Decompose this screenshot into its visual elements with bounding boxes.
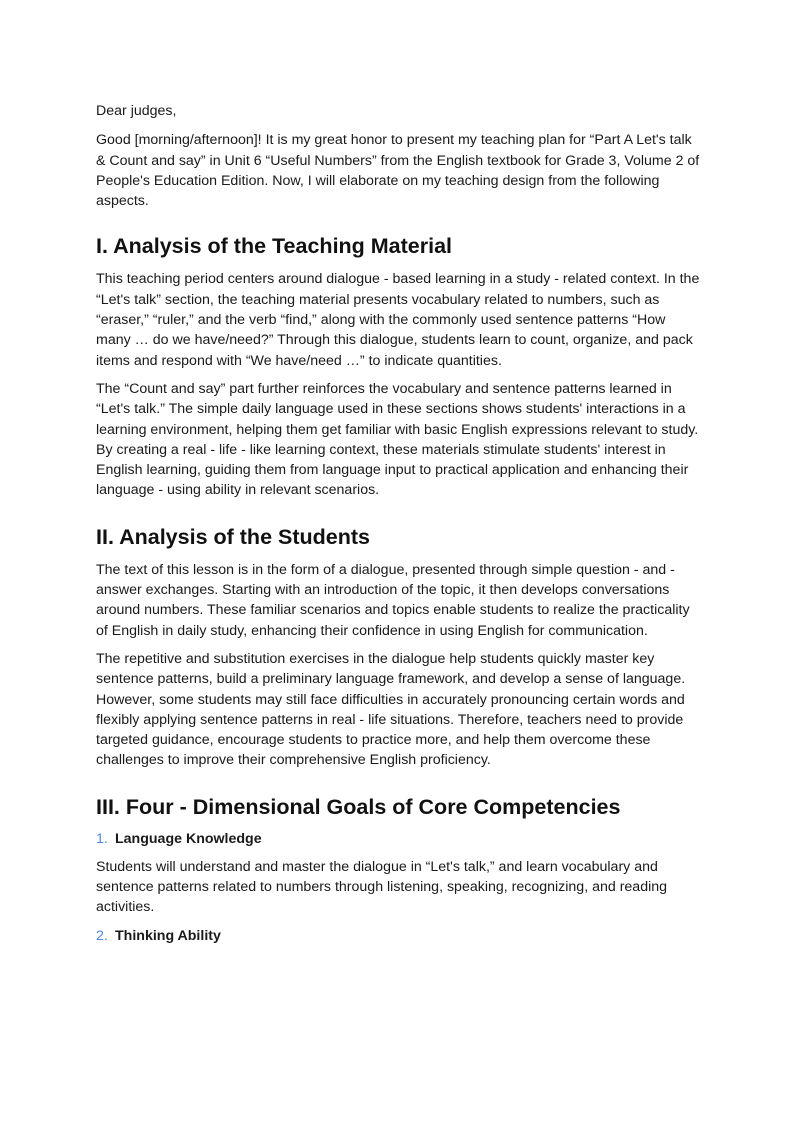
body-paragraph: The text of this lesson is in the form of a dialogue, presented through simple question - and - answer exchanges. Starting with an introduction of the topic, it then develops conversations around numbers. These familiar scenarios and topics enable students to realize the practicality of English in daily study, enhancing their confidence in using English for communication. <box>96 561 690 639</box>
body-paragraph: The “Count and say” part further reinforces the vocabulary and sentence patterns learned in “Let's talk.” The simple daily language used in these sections shows students' interactions in a learning environment, helping them get familiar with basic English expressions relevant to study. By creating a real - life - like learning context, these materials stimulate students' interest in English learning, guiding them from language input to practical application and enhancing their language - using ability in relevant scenarios. <box>96 380 699 499</box>
intro-paragraph: Good [morning/afternoon]! It is my great honor to present my teaching plan for “Part A Let's talk & Count and say” in Unit 6 “Useful Numbers” from the English textbook for Grade 3, Volume 2 of People's Education Edition. Now, I will elaborate on my teaching design from the following aspects. <box>96 132 700 210</box>
section-heading-teaching-material: I. Analysis of the Teaching Material <box>96 234 453 259</box>
document-page <box>96 101 702 954</box>
list-item-title: Thinking Ability <box>115 927 221 944</box>
list-item-language-knowledge <box>96 829 702 849</box>
list-item-thinking-ability <box>96 926 702 946</box>
body-paragraph: The repetitive and substitution exercises in the dialogue help students quickly master key sentence patterns, build a preliminary language framework, and develop a sense of language. However, some students may still face difficulties in accurately pronouncing certain words and flexibly applying sentence patterns in real - life situations. Therefore, teachers need to provide targeted guidance, encourage students to practice more, and help them overcome these challenges to improve their comprehensive English proficiency. <box>96 650 686 769</box>
greeting: Dear judges, <box>96 103 177 119</box>
section-heading-students: II. Analysis of the Students <box>96 524 370 549</box>
list-item-title: Language Knowledge <box>115 830 262 847</box>
section-heading-core-competencies: III. Four - Dimensional Goals of Core Competencies <box>96 794 621 819</box>
body-paragraph: This teaching period centers around dialogue - based learning in a study - related context. In the “Let's talk” section, the teaching material presents vocabulary related to numbers, such as “eraser,” “ruler,” and the verb “find,” along with the commonly used sentence patterns “How many … do we have/need?” Through this dialogue, students learn to count, organize, and pack items and respond with “We have/need …” to indicate quantities. <box>96 271 700 369</box>
body-paragraph: Students will understand and master the dialogue in “Let's talk,” and learn vocabulary and sentence patterns related to numbers through listening, speaking, recognizing, and reading activities. <box>96 858 668 916</box>
list-number: 1. <box>96 830 108 847</box>
list-number: 2. <box>96 927 108 944</box>
